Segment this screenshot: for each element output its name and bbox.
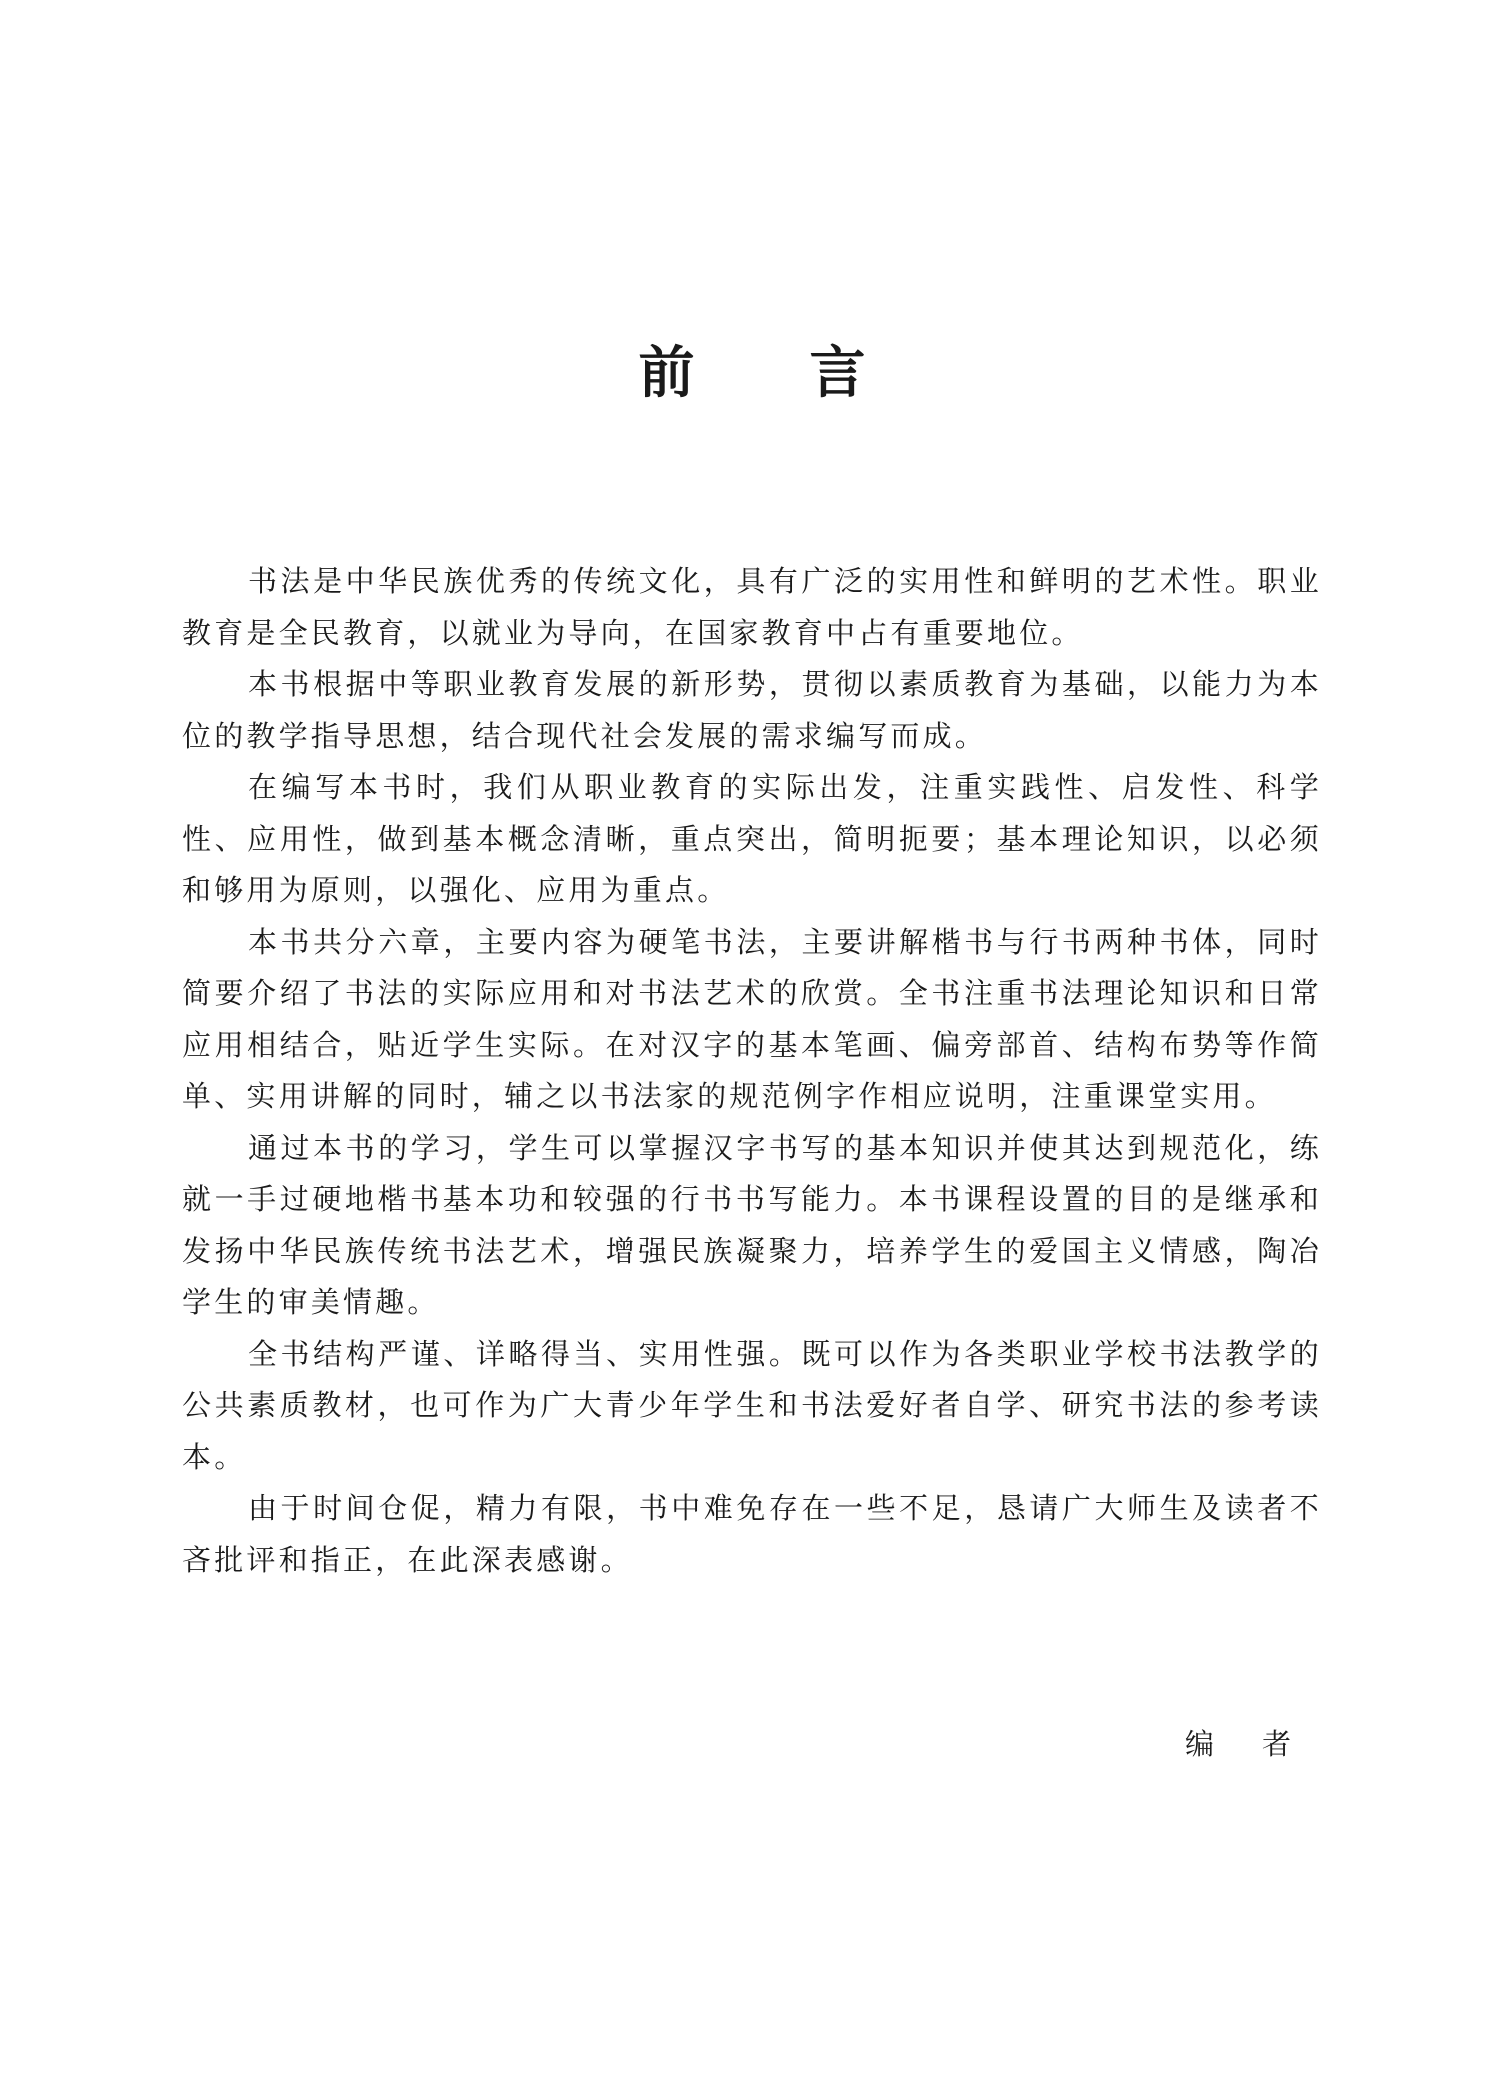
title-char-2: 言: [809, 340, 866, 406]
page-title: [0, 340, 1504, 406]
signature-char-2: 者: [1262, 1727, 1292, 1761]
paragraph-1: 书法是中华民族优秀的传统文化，具有广泛的实用性和鲜明的艺术性。职业教育是全民教育，以就业为导向，在国家教育中占有重要地位。: [182, 564, 1322, 650]
paragraph-4: 本书共分六章，主要内容为硬笔书法，主要讲解楷书与行书两种书体，同时简要介绍了书法的实际应用和对书法艺术的欣赏。全书注重书法理论知识和日常应用相结合，贴近学生实际。在对汉字的基本笔画、偏旁部首、结构布势等作简单、实用讲解的同时，辅之以书法家的规范例字作相应说明，注重课堂实用。: [182, 924, 1322, 1113]
title-char-1: 前: [638, 340, 695, 406]
paragraph-2: 本书根据中等职业教育发展的新形势，贯彻以素质教育为基础，以能力为本位的教学指导思想，结合现代社会发展的需求编写而成。: [182, 667, 1322, 753]
author-signature: [1185, 1727, 1292, 1761]
paragraph-5: 通过本书的学习，学生可以掌握汉字书写的基本知识并使其达到规范化，练就一手过硬地楷书基本功和较强的行书书写能力。本书课程设置的目的是继承和发扬中华民族传统书法艺术，增强民族凝聚力，培养学生的爱国主义情感，陶冶学生的审美情趣。: [182, 1130, 1322, 1319]
paragraph-6: 全书结构严谨、详略得当、实用性强。既可以作为各类职业学校书法教学的公共素质教材，也可作为广大青少年学生和书法爱好者自学、研究书法的参考读本。: [182, 1336, 1322, 1474]
paragraph-7: 由于时间仓促，精力有限，书中难免存在一些不足，恳请广大师生及读者不吝批评和指正，在此深表感谢。: [182, 1491, 1322, 1577]
preface-body: [182, 556, 1322, 1586]
paragraph-3: 在编写本书时，我们从职业教育的实际出发，注重实践性、启发性、科学性、应用性，做到基本概念清晰，重点突出，简明扼要；基本理论知识，以必须和够用为原则，以强化、应用为重点。: [182, 770, 1322, 907]
signature-char-1: 编: [1185, 1727, 1215, 1761]
